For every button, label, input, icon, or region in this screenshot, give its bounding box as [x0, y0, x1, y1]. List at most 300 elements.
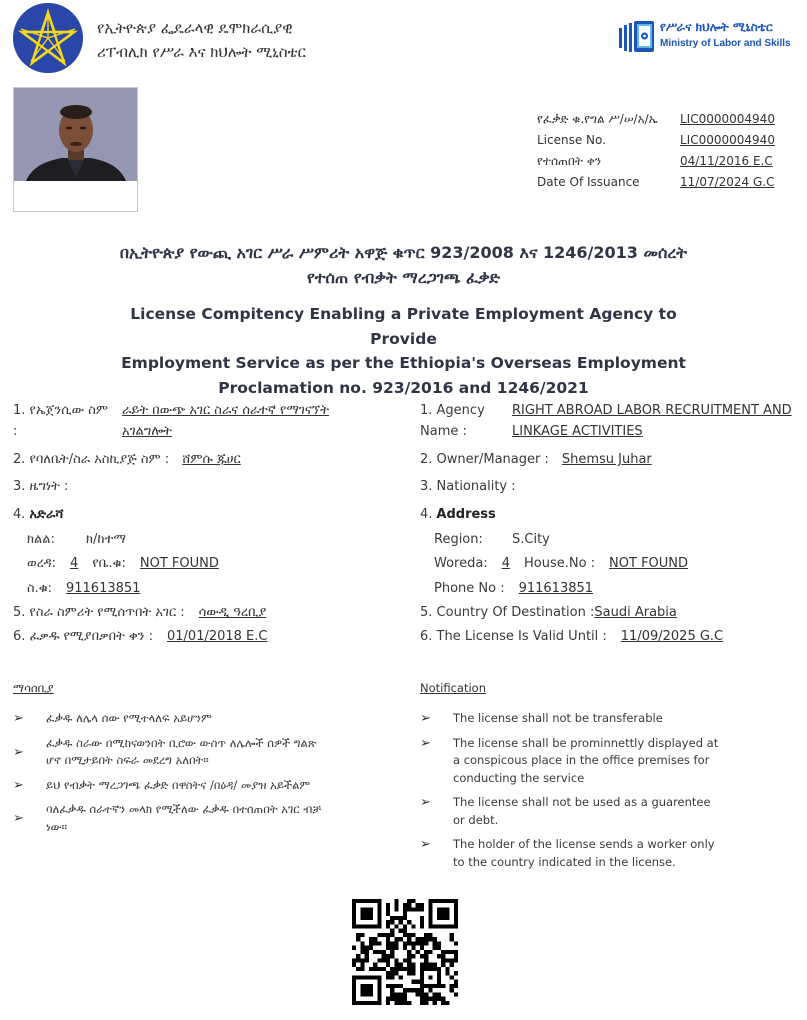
qr-module [445, 971, 449, 975]
qr-module [428, 937, 432, 941]
qr-module [365, 950, 369, 954]
qr-module [416, 937, 420, 941]
agency-name-row-am-2 [13, 424, 398, 452]
phone-row-am [13, 581, 398, 605]
qr-module [407, 937, 411, 941]
agency-name-value-am-2: አገልግሎት [122, 424, 172, 439]
qr-module [416, 941, 420, 945]
house-no-value-am: NOT FOUND [139, 556, 219, 571]
qr-module [403, 933, 407, 937]
qr-module [454, 992, 458, 996]
qr-module [420, 941, 424, 945]
notice-item-line: ፈቃዱ ለሌላ ሰው የሚተላለፍ አይሆንም [46, 711, 212, 725]
qr-module [377, 941, 381, 945]
qr-module [407, 958, 411, 962]
qr-module [365, 958, 369, 962]
qr-module [386, 933, 390, 937]
qr-module [433, 967, 437, 971]
arrow-bullet-icon: ➢ [420, 711, 431, 726]
owner-label-am: 2. የባለቤት/ስራ አስኪያጅ ስም : [13, 452, 170, 467]
qr-module [399, 929, 403, 933]
qr-module [390, 967, 394, 971]
qr-module [386, 1001, 390, 1005]
qr-module [394, 984, 398, 988]
qr-module [416, 903, 420, 907]
qr-module [411, 924, 415, 928]
notice-item-line: to the country indicated in the license. [453, 854, 676, 869]
qr-module [420, 975, 424, 979]
qr-module [433, 984, 437, 988]
qr-module [437, 941, 441, 945]
qr-module [403, 967, 407, 971]
arrow-bullet-icon: ➢ [420, 735, 431, 751]
title-en-line-1: License Compitency Enabling a Private Employment Agency to Provide [130, 305, 677, 348]
qr-module [407, 899, 411, 903]
qr-module [373, 963, 377, 967]
details-amharic [13, 403, 398, 653]
destination-row-en [420, 605, 805, 629]
agency-name-label-am-colon: : [13, 424, 18, 439]
qr-module [437, 971, 441, 975]
qr-module [407, 988, 411, 992]
qr-module [428, 963, 432, 967]
qr-module [394, 941, 398, 945]
phone-label-am: ስ.ቁ: [27, 581, 52, 596]
qr-module [445, 1001, 449, 1005]
ministry-name-amharic: የሥራና ክህሎት ሚኒስቴር [660, 20, 773, 34]
qr-module [428, 933, 432, 937]
qr-module [454, 941, 458, 945]
region-value-en: S.City [512, 532, 550, 547]
qr-module [365, 954, 369, 958]
qr-module [407, 933, 411, 937]
woreda-label-en: Woreda: [434, 556, 488, 571]
qr-module [407, 971, 411, 975]
qr-module [420, 992, 424, 996]
notice-item [420, 735, 740, 788]
qr-module [420, 920, 424, 924]
destination-value-en: Saudi Arabia [594, 605, 677, 620]
qr-module [416, 907, 420, 911]
nationality-label-en: 3. Nationality : [420, 479, 516, 494]
qr-module [454, 980, 458, 984]
notice-item-line: The license shall be prominnettly displayed at [453, 735, 719, 750]
qr-module [356, 967, 360, 971]
notice-item-text [46, 710, 343, 728]
holder-photo-frame [13, 87, 138, 212]
qr-module [377, 950, 381, 954]
document-title-amharic [0, 240, 807, 290]
house-no-label-am: የቤ.ቁ: [92, 556, 126, 571]
qr-module [424, 941, 428, 945]
qr-module [394, 903, 398, 907]
woreda-label-am: ወረዳ: [27, 556, 57, 571]
qr-module [437, 997, 441, 1001]
qr-module [411, 967, 415, 971]
qr-module [450, 984, 454, 988]
qr-module [403, 997, 407, 1001]
qr-module [411, 899, 415, 903]
qr-module [390, 920, 394, 924]
qr-module [403, 907, 407, 911]
valid-until-row-am [13, 629, 398, 653]
nationality-label-am: 3. ዜግነት : [13, 479, 69, 494]
qr-module [399, 920, 403, 924]
qr-module [386, 971, 390, 975]
qr-module [411, 933, 415, 937]
arrow-bullet-icon: ➢ [13, 777, 24, 793]
notice-item-line: The holder of the license sends a worker only [453, 837, 715, 851]
house-no-value-en: NOT FOUND [609, 556, 689, 571]
issue-date-value: 11/07/2024 G.C [680, 175, 775, 189]
qr-module [433, 992, 437, 996]
qr-module [360, 946, 364, 950]
owner-value-en: Shemsu Juhar [561, 452, 652, 467]
qr-module [411, 963, 415, 967]
qr-module [454, 958, 458, 962]
valid-until-row-en [420, 629, 805, 653]
qr-module [386, 984, 390, 988]
qr-module [428, 984, 432, 988]
qr-module [399, 916, 403, 920]
qr-module [360, 958, 364, 962]
qr-module [360, 933, 364, 937]
qr-module [394, 899, 398, 903]
qr-module [390, 997, 394, 1001]
qr-module [445, 958, 449, 962]
qr-module [450, 950, 454, 954]
qr-module [411, 946, 415, 950]
qr-module [382, 958, 386, 962]
qr-module [394, 971, 398, 975]
qr-module [373, 950, 377, 954]
qr-module [360, 950, 364, 954]
qr-module [450, 958, 454, 962]
qr-module [399, 967, 403, 971]
qr-module [407, 954, 411, 958]
valid-until-value-am: 01/01/2018 E.C [167, 629, 268, 644]
agency-name-value-am: ራይት በውጭ አገር ስራና ሰራተኛ የማገናኘት [122, 403, 330, 418]
title-en-line-2: Employment Service as per the Ethiopia's Overseas Employment [121, 354, 686, 372]
qr-module [420, 984, 424, 988]
notice-item-line: ነው። [46, 819, 67, 834]
qr-module [390, 929, 394, 933]
qr-module [403, 924, 407, 928]
qr-module [390, 933, 394, 937]
notice-item-text [453, 710, 740, 728]
notice-item-line: ፈቃዱ ስራው በሚከናወንበት ቢሮው ውስጥ ለሌሎች ሰዎች ግልጽ [46, 735, 317, 750]
qr-module [428, 988, 432, 992]
woreda-row-am [13, 556, 398, 581]
notice-item-text [453, 836, 740, 871]
owner-value-am: ሸምሱ ጁሀር [182, 452, 241, 467]
issue-date-label: Date Of Issuance [537, 175, 640, 189]
qr-module [356, 958, 360, 962]
qr-module [399, 937, 403, 941]
qr-module [433, 1001, 437, 1005]
qr-module [390, 975, 394, 979]
qr-module [386, 975, 390, 979]
nationality-row-en [420, 479, 805, 507]
qr-module [399, 997, 403, 1001]
arrow-bullet-icon: ➢ [420, 837, 431, 852]
qr-module [454, 984, 458, 988]
qr-module [437, 975, 441, 979]
qr-module [394, 937, 398, 941]
qr-module [420, 997, 424, 1001]
qr-module [433, 946, 437, 950]
qr-module [394, 967, 398, 971]
arrow-bullet-icon: ➢ [420, 795, 431, 810]
qr-module [390, 946, 394, 950]
qr-module [420, 980, 424, 984]
qr-module [386, 958, 390, 962]
notice-title-english: Notification [420, 681, 486, 695]
qr-module [394, 907, 398, 911]
qr-module [420, 967, 424, 971]
notice-item-line: a conspicous place in the office premises for [453, 753, 710, 767]
qr-module [445, 967, 449, 971]
qr-module [386, 941, 390, 945]
qr-module [394, 963, 398, 967]
qr-module [360, 941, 364, 945]
qr-module [403, 958, 407, 962]
qr-module [407, 1001, 411, 1005]
qr-module [403, 929, 407, 933]
notice-item-line: ባለፈቃዱ ሰራተኛን መላክ የሚችለው ፈቃዱ በተሰጠበት አገር ብቻ [46, 802, 322, 816]
document-title-english [100, 302, 707, 400]
qr-module [420, 907, 424, 911]
qr-module [437, 984, 441, 988]
qr-module [386, 954, 390, 958]
qr-module [386, 920, 390, 924]
notice-list-amharic [13, 710, 343, 843]
ministry-name-english: Ministry of Labor and Skills [660, 38, 791, 49]
notice-item-text [46, 801, 343, 836]
qr-module [424, 992, 428, 996]
qr-module [424, 958, 428, 962]
qr-module [377, 958, 381, 962]
agency-name-label-en-2: Name : [420, 424, 467, 439]
qr-module [407, 903, 411, 907]
details-english [420, 403, 805, 653]
notice-item [13, 735, 343, 770]
qr-module [399, 992, 403, 996]
qr-module [399, 1001, 403, 1005]
government-title [97, 16, 306, 64]
qr-module [428, 997, 432, 1001]
valid-until-label-en: 6. The License Is Valid Until : [420, 629, 607, 644]
issue-date-am-label: የተሰጠበት ቀን [537, 154, 602, 168]
qr-module [390, 950, 394, 954]
qr-module [373, 937, 377, 941]
address-heading-en [420, 507, 805, 532]
qr-module [407, 950, 411, 954]
qr-module [386, 963, 390, 967]
qr-module [454, 954, 458, 958]
qr-module [386, 997, 390, 1001]
address-num-am: 4. [13, 507, 26, 522]
issue-date-am-row [537, 151, 775, 172]
qr-finder-top-left [352, 899, 382, 929]
notice-item-text [453, 735, 740, 788]
qr-module [390, 992, 394, 996]
notice-item-text [453, 794, 740, 829]
qr-module [352, 963, 356, 967]
notice-title-amharic: ማሳሰቢያ [13, 681, 54, 695]
qr-module [394, 946, 398, 950]
qr-module [450, 933, 454, 937]
qr-module [390, 916, 394, 920]
qr-module [411, 980, 415, 984]
notice-item [13, 777, 343, 795]
qr-module [420, 937, 424, 941]
qr-module [424, 963, 428, 967]
license-no-am-value: LIC0000004940 [680, 112, 775, 126]
license-no-am-label: የፈቃድ ቁ.የግል ሥ/ሠ/አ/ኤ [537, 112, 658, 126]
qr-module [420, 924, 424, 928]
qr-module [403, 988, 407, 992]
notice-item-line: ይህ የብቃት ማረጋገጫ ፈቃድ በዋስትና /በዕዳ/ መያዝ አይችልም [46, 777, 311, 792]
qr-module [373, 941, 377, 945]
qr-module [420, 946, 424, 950]
phone-row-en [420, 581, 805, 605]
qr-module [403, 941, 407, 945]
region-label-am: ክልል: [27, 532, 55, 547]
owner-label-en: 2. Owner/Manager : [420, 452, 549, 467]
qr-module [399, 984, 403, 988]
notice-item-line: The license shall not be transferable [453, 711, 663, 725]
qr-module [433, 941, 437, 945]
qr-module [386, 907, 390, 911]
address-label-am: አድራሻ [29, 507, 64, 522]
qr-module [441, 963, 445, 967]
qr-module [390, 971, 394, 975]
qr-module [420, 971, 424, 975]
qr-module [428, 975, 432, 979]
qr-module [382, 950, 386, 954]
qr-module [377, 967, 381, 971]
woreda-row-en [420, 556, 805, 581]
notice-item [13, 710, 343, 728]
arrow-bullet-icon: ➢ [13, 711, 24, 726]
qr-module [424, 1001, 428, 1005]
agency-name-value-en: RIGHT ABROAD LABOR RECRUITMENT AND [512, 403, 792, 418]
qr-module [399, 963, 403, 967]
qr-module [411, 988, 415, 992]
destination-label-en: 5. Country Of Destination : [420, 605, 595, 620]
qr-module [407, 963, 411, 967]
notice-item [420, 710, 740, 728]
qr-module [394, 997, 398, 1001]
notice-item-line: or debt. [453, 812, 499, 827]
holder-photo [14, 88, 137, 181]
qr-module [407, 941, 411, 945]
qr-module [360, 963, 364, 967]
notice-item-text [46, 777, 343, 795]
qr-module [403, 946, 407, 950]
qr-module [428, 950, 432, 954]
valid-until-label-am: 6. ፈቃዱ የሚያበቃበት ቀን : [13, 629, 153, 644]
qr-module [407, 907, 411, 911]
qr-module [403, 1001, 407, 1005]
qr-module [437, 992, 441, 996]
qr-module [437, 967, 441, 971]
license-no-value: LIC0000004940 [680, 133, 775, 147]
title-en-line-3: Proclamation no. 923/2016 and 1246/2021 [218, 378, 589, 397]
qr-module [416, 950, 420, 954]
qr-module [352, 958, 356, 962]
government-title-line-2: ሪፐብሊክ የሥራ እና ክህሎት ሚኒስቴር [97, 43, 306, 61]
qr-module [441, 997, 445, 1001]
qr-module [377, 933, 381, 937]
region-row-en [420, 532, 805, 556]
qr-module [394, 924, 398, 928]
address-num-en: 4. [420, 507, 433, 522]
title-am-line-2: የተሰጠ የብቃት ማረጋገጫ ፈቃድ [306, 268, 501, 287]
qr-module [407, 920, 411, 924]
ministry-book-gear-icon [618, 20, 658, 54]
qr-module [369, 946, 373, 950]
license-no-label: License No. [537, 133, 606, 147]
arrow-bullet-icon: ➢ [13, 811, 24, 826]
qr-module [424, 933, 428, 937]
qr-module [411, 971, 415, 975]
qr-module [433, 963, 437, 967]
qr-module [433, 997, 437, 1001]
valid-until-value-en: 11/09/2025 G.C [620, 629, 724, 644]
issue-date-am-value: 04/11/2016 E.C [680, 154, 773, 168]
qr-module [394, 1001, 398, 1005]
phone-value-am: 911613851 [65, 581, 141, 596]
qr-module [403, 992, 407, 996]
qr-module [450, 963, 454, 967]
qr-module [441, 1001, 445, 1005]
qr-module [454, 971, 458, 975]
qr-module [394, 958, 398, 962]
region-row-am [13, 532, 398, 556]
qr-module [352, 946, 356, 950]
qr-module [416, 988, 420, 992]
qr-module [373, 967, 377, 971]
qr-module [390, 988, 394, 992]
phone-value-en: 911613851 [518, 581, 594, 596]
agency-name-label-am: 1. የኤጀንሲው ስም [13, 403, 109, 418]
qr-module [369, 941, 373, 945]
qr-finder-bottom-left [352, 975, 382, 1005]
agency-name-row-en [420, 403, 805, 424]
qr-module [390, 941, 394, 945]
title-am-line-1: በኢትዮጵያ የውጪ አገር ሥራ ሥምሪት አዋጅ ቁጥር 923/2008 እና 1246/2013 መሰረት [119, 243, 688, 262]
qr-module [390, 954, 394, 958]
qr-module [416, 992, 420, 996]
qr-module [420, 903, 424, 907]
qr-module [411, 941, 415, 945]
qr-module [386, 937, 390, 941]
qr-module [424, 997, 428, 1001]
qr-module [420, 954, 424, 958]
issue-date-row [537, 172, 775, 193]
notice-item [420, 794, 740, 829]
qr-module [416, 980, 420, 984]
qr-module [382, 967, 386, 971]
qr-module [403, 916, 407, 920]
region-label-en: Region: [434, 532, 483, 547]
license-no-am-row [537, 109, 775, 130]
qr-finder-top-right [428, 899, 458, 929]
notice-item-text [46, 735, 343, 770]
qr-module [441, 954, 445, 958]
